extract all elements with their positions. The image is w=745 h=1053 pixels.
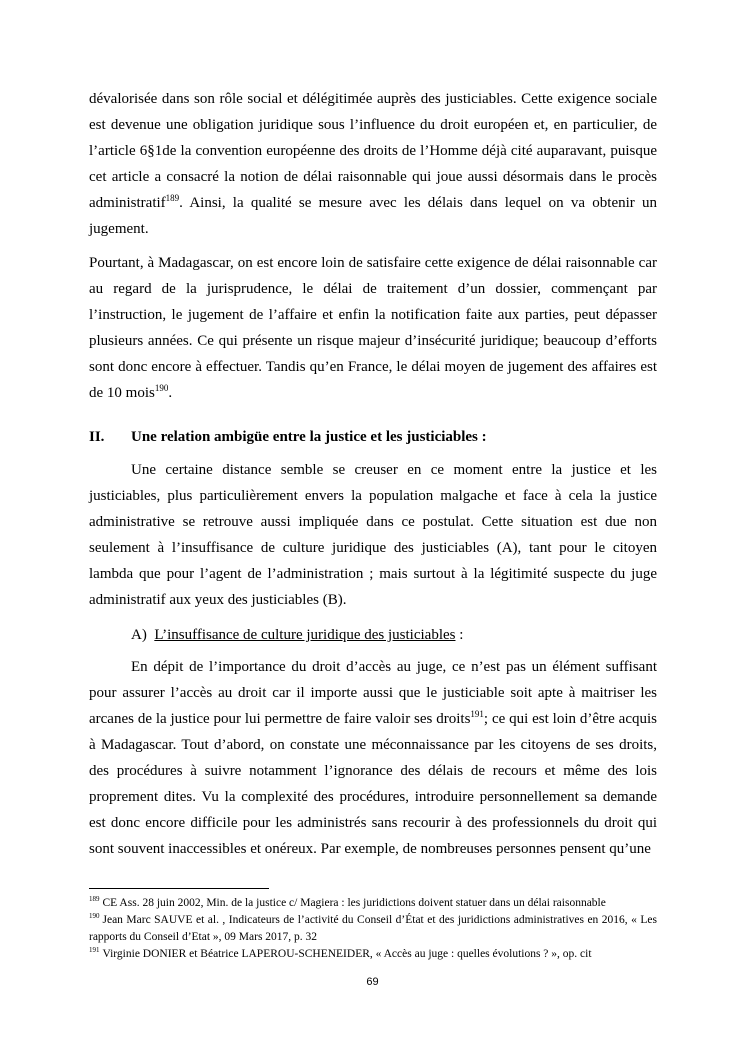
page-number: 69 (366, 976, 379, 988)
paragraph-text: Une certaine distance semble se creuser en ce moment entre la justice et les justiciables, plus particulièrement envers la population malgache et face à cela la justice administrative se retrouve aussi impliquée dans ce postulat. Cette situation est due non seulement à l’insuffisance de culture juridique des justiciables (A), tant pour le citoyen lambda que pour l’agent de l’administration ; mais surtout à la légitimité suspecte du juge administratif aux yeux des justiciables (B). (89, 462, 657, 608)
paragraph-delai-raisonnable (89, 86, 657, 242)
paragraph-text: . Ainsi, la qualité se mesure avec les délais dans lequel on va obtenir un jugement. (89, 195, 657, 237)
footnote-191 (89, 946, 657, 963)
footnote-text: Jean Marc SAUVE et al. , Indicateurs de l’activité du Conseil d’État et des juridictions administratives en 2016, « Les rapports du Conseil d’Etat », 09 Mars 2017, p. 32 (89, 914, 657, 943)
paragraph-text: En dépit de l’importance du droit d’accès au juge, ce n’est pas un élément suffisant pour assurer l’accès au droit car il importe aussi que le justiciable soit apte à maitriser les arcanes de la justice pour lui permettre de faire valoir ses droits (89, 659, 657, 727)
paragraph-text: . (168, 385, 173, 401)
footnote-ref-190[interactable]: 190 (154, 383, 169, 393)
footnote-ref-189[interactable]: 189 (165, 193, 180, 203)
footnote-text: CE Ass. 28 juin 2002, Min. de la justice c/ Magiera : les juridictions doivent statuer dans un délai raisonnable (102, 897, 606, 909)
section-number: II. (89, 429, 105, 445)
footnote-189 (89, 895, 657, 912)
footnote-ref-191[interactable]: 191 (470, 709, 484, 719)
footnote-text: Virginie DONIER et Béatrice LAPEROU-SCHENEIDER, « Accès au juge : quelles évolutions ? », op. cit (102, 948, 592, 960)
paragraph-distance-justice (89, 457, 657, 613)
subsection-title: L’insuffisance de culture juridique des justiciables (154, 627, 456, 643)
paragraph-text: ; ce qui est loin d’être acquis à Madagascar. Tout d’abord, on constate une méconnaissance par les citoyens de ses droits, des procédures à suivre notamment l’ignorance des délais de recours et même des lois proprement dites. Vu la complexité des procédures, introduire personnellement sa demande est donc encore difficile pour les administrés sans recourir à des professionnels du droit qui sont souvent inaccessibles et onéreux. Par exemple, de nombreuses personnes pensent qu’une (89, 711, 657, 857)
footnote-190 (89, 912, 657, 946)
footnote-separator (89, 888, 269, 889)
paragraph-madagascar-delais (89, 250, 657, 406)
paragraph-text: dévalorisée dans son rôle social et délégitimée auprès des justiciables. Cette exigence sociale est devenue une obligation juridique sous l’influence du droit européen et, en particulier, de l’article 6§1de la convention européenne des droits de l’Homme déjà cité auparavant, puisque cet article a consacré la notion de délai raisonnable qui joue aussi désormais dans le procès administratif (89, 91, 657, 211)
subsection-label: A) (131, 627, 147, 643)
paragraph-text: Pourtant, à Madagascar, on est encore loin de satisfaire cette exigence de délai raisonnable car au regard de la jurisprudence, le délai de traitement d’un dossier, commençant par l’instruction, le jugement de l’affaire et enfin la notification faite aux parties, peut dépasser plusieurs années. Ce qui présente un risque majeur d’insécurité juridique; beaucoup d’efforts sont donc encore à effectuer. Tandis qu’en France, le délai moyen de jugement des affaires est de 10 mois (89, 255, 657, 401)
subsection-heading (131, 625, 463, 645)
footnote-number: 191 (89, 946, 100, 955)
footnote-number: 189 (89, 895, 100, 904)
footnote-number: 190 (89, 912, 100, 921)
section-title: Une relation ambigüe entre la justice et les justiciables : (131, 429, 487, 445)
section-heading (89, 427, 487, 447)
subsection-suffix: : (455, 627, 464, 643)
footnotes (89, 895, 657, 963)
paragraph-acces-au-droit (89, 654, 657, 862)
